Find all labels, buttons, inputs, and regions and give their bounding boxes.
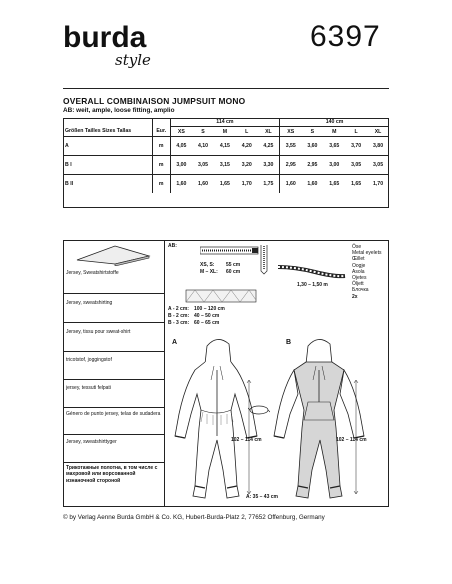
size-s: S <box>301 127 323 137</box>
fabric-ru: Трикотажные полотна, в том числе с махровой или ворсованной изнаночной стороной <box>66 465 158 484</box>
burda-logo <box>63 20 193 68</box>
fabric-divider <box>63 379 165 380</box>
cord-length: 1,30 – 1,50 m <box>297 282 328 288</box>
jumpsuit-b-drawing <box>268 336 372 504</box>
zipper-icon <box>200 244 260 258</box>
size-xs: XS <box>170 127 192 137</box>
elastic-icon <box>185 288 257 304</box>
fabric-nl: tricotstof, joggingstof <box>66 357 112 363</box>
fabric-swatch-icon <box>75 244 151 266</box>
width-group-114: 114 cm <box>170 118 279 127</box>
view-a-label: A <box>172 339 178 346</box>
fabric-divider <box>63 434 165 435</box>
fabric-it: jersey, tessuti felpati <box>66 385 111 391</box>
divider <box>63 88 389 89</box>
size-xs: XS <box>280 127 302 137</box>
fabric-divider <box>63 462 165 463</box>
elastic-labels: A - 2 cm: B - 2 cm: B - 3 cm: <box>168 306 190 326</box>
pattern-title: OVERALL COMBINAISON JUMPSUIT MONO <box>63 96 246 106</box>
fabric-es: Género de punto jersey, telas de sudadera <box>66 411 161 417</box>
size-s: S <box>192 127 214 137</box>
notions-label: AB: <box>168 243 177 249</box>
cord-icon <box>275 262 347 280</box>
zipper-sizes: XS, S: M – XL: <box>200 262 218 275</box>
fabric-sv: Jersey, sweatshirttyger <box>66 439 117 445</box>
fabric-column <box>63 240 165 507</box>
width-group-140: 140 cm <box>280 118 389 127</box>
pattern-number: 6397 <box>310 20 381 53</box>
view-b-length: 102 – 114 cm <box>336 437 367 443</box>
copyright-notice: © by Verlag Aenne Burda GmbH & Co. KG, Hubert-Burda-Platz 2, 77652 Offenburg, Germany <box>63 514 325 521</box>
waist-measure-icon <box>248 404 270 416</box>
jumpsuit-a-drawing <box>165 336 273 504</box>
size-header-label: Größen Tailles Sizes Tallas <box>63 127 152 137</box>
fabric-de: Jersey, Sweatshirtstoffe <box>66 270 119 276</box>
table-row: B II m 1,60 1,60 1,65 1,70 1,75 1,60 1,60 1,65 1,65 1,70 <box>63 175 389 194</box>
view-b-label: B <box>286 339 292 346</box>
fabric-divider <box>63 351 165 352</box>
table-row: A m 4,05 4,10 4,15 4,20 4,25 3,55 3,60 3,65 3,70 3,80 <box>63 137 389 156</box>
brand-name: burda <box>63 21 147 54</box>
size-m: M <box>323 127 345 137</box>
eyelet-labels: Öse Metal eyelets Œillet Oogje Asola Ojetes Öljett Блочка 2x <box>352 244 382 300</box>
unit-header: Eur. <box>152 127 170 137</box>
zipper-vertical-icon <box>258 243 270 275</box>
fabric-fr: Jersey, tissu pour sweat-shirt <box>66 329 131 335</box>
waist-measure: A: 35 – 43 cm <box>246 494 278 500</box>
fit-description: AB: weit, ample, loose fitting, amplio <box>63 107 175 114</box>
fabric-divider <box>63 407 165 408</box>
size-xl: XL <box>258 127 280 137</box>
fabric-divider <box>63 293 165 294</box>
size-xl: XL <box>367 127 389 137</box>
brand-sub: style <box>115 51 151 68</box>
table-row: B I m 3,00 3,05 3,15 3,20 3,30 2,95 2,95 3,00 3,05 3,05 <box>63 156 389 175</box>
size-l: L <box>345 127 367 137</box>
fabric-divider <box>63 322 165 323</box>
fabric-en: Jersey, sweatshirting <box>66 300 113 306</box>
size-m: M <box>214 127 236 137</box>
elastic-lengths: 100 – 120 cm 40 – 50 cm 60 – 65 cm <box>194 306 225 326</box>
fabric-requirement-table <box>63 118 389 193</box>
zipper-lengths: 55 cm 60 cm <box>226 262 241 275</box>
view-a-length: 102 – 114 cm <box>231 437 262 443</box>
size-l: L <box>236 127 258 137</box>
